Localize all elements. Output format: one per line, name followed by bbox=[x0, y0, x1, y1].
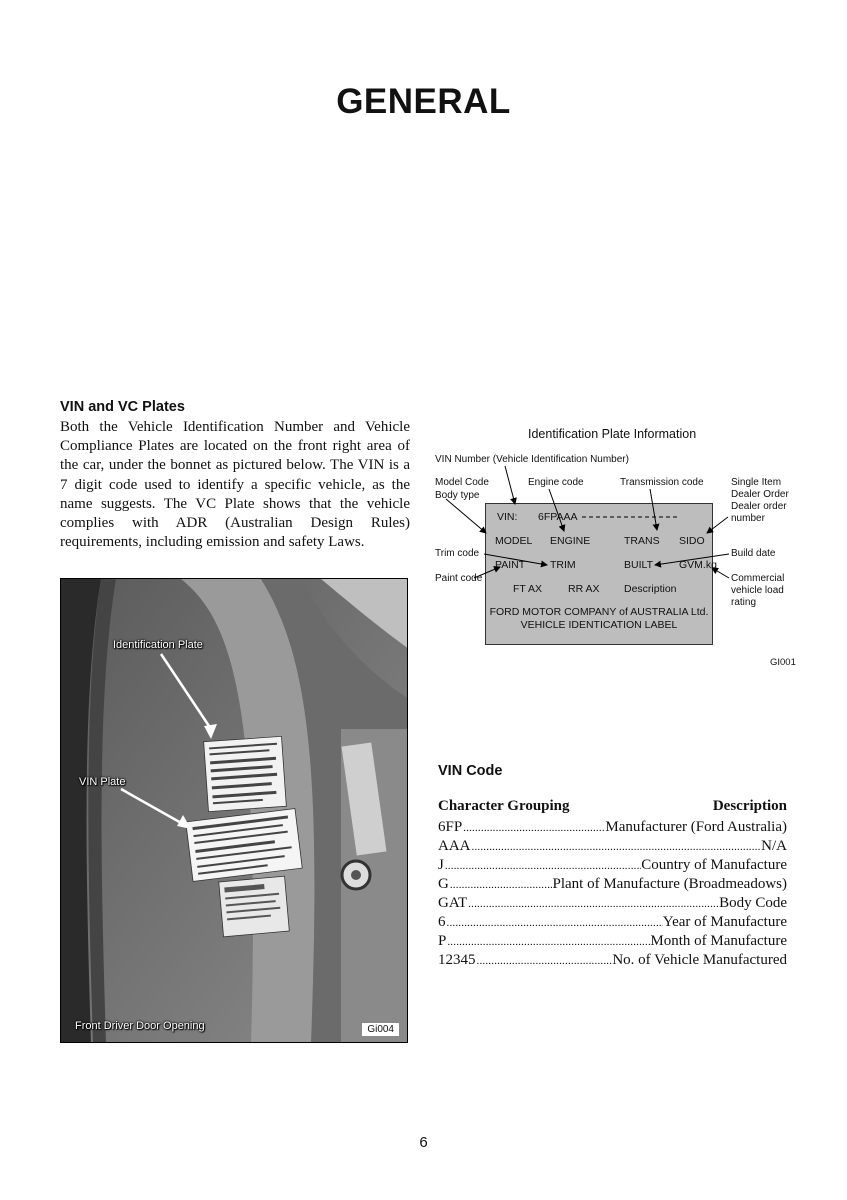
intro-paragraph: Both the Vehicle Identification Number and Vehicle Compliance Plates are located on the front right area of the car, under the bonnet as pictured below. The VIN is a 7 digit code used to identify a specific vehicle, as the name suggests. The VC Plate shows that the vehicle complies with ADR (Australian Design Rules) requirements, including emission and safety Laws. bbox=[60, 419, 410, 551]
col-character-grouping: Character Grouping bbox=[438, 798, 570, 814]
plate-vin: VIN: bbox=[497, 511, 518, 523]
table-row bbox=[438, 951, 787, 970]
model-code-label: Model Code bbox=[435, 477, 489, 488]
plate-ft-ax: FT AX bbox=[513, 583, 542, 595]
plate-rr-ax: RR AX bbox=[568, 583, 600, 595]
vin-code-table bbox=[438, 798, 787, 970]
photo-code: Gi004 bbox=[362, 1023, 399, 1036]
row-desc: Manufacturer (Ford Australia) bbox=[605, 819, 787, 835]
plate-footer-line-1: FORD MOTOR COMPANY of AUSTRALIA Ltd. bbox=[489, 606, 709, 618]
trim-code-label: Trim code bbox=[435, 548, 480, 559]
plate-description: Description bbox=[624, 583, 677, 595]
vin-plate-label: VIN Plate bbox=[79, 776, 126, 788]
row-code: 6 bbox=[438, 914, 446, 930]
commercial-label-2: vehicle load bbox=[731, 585, 784, 596]
row-desc: Country of Manufacture bbox=[641, 857, 787, 873]
page-title: GENERAL bbox=[336, 82, 511, 121]
table-row bbox=[438, 894, 787, 913]
leader-dots bbox=[444, 856, 641, 875]
table-row bbox=[438, 818, 787, 837]
leader-dots bbox=[462, 818, 605, 837]
leader-dots bbox=[446, 932, 650, 951]
engine-code-label: Engine code bbox=[528, 477, 584, 488]
dealer-order-label: Dealer Order bbox=[731, 489, 789, 500]
single-item-label: Single Item bbox=[731, 477, 782, 488]
plate-sido: SIDO bbox=[679, 535, 705, 547]
table-row bbox=[438, 875, 787, 894]
section-heading-vin-vc-plates: VIN and VC Plates bbox=[60, 399, 185, 415]
page-number: 6 bbox=[419, 1134, 428, 1151]
paint-code-label: Paint code bbox=[435, 573, 483, 584]
row-code: P bbox=[438, 933, 447, 949]
photo-caption: Front Driver Door Opening bbox=[75, 1020, 205, 1032]
diagram-code: GI001 bbox=[770, 657, 796, 668]
row-code: 12345 bbox=[438, 952, 476, 968]
row-desc: Body Code bbox=[719, 895, 787, 911]
leader-dots bbox=[476, 951, 613, 970]
dealer-order-number-label-1: Dealer order bbox=[731, 501, 787, 512]
leader-dots bbox=[446, 913, 663, 932]
row-desc: Year of Manufacture bbox=[662, 914, 787, 930]
col-description: Description bbox=[712, 798, 787, 814]
plate-paint: PAINT bbox=[495, 559, 526, 571]
diagram-title: Identification Plate Information bbox=[528, 427, 697, 441]
plate-engine: ENGINE bbox=[550, 535, 591, 547]
dealer-order-number-label-2: number bbox=[731, 513, 765, 524]
plate-built: BUILT bbox=[624, 559, 653, 571]
row-code: 6FP bbox=[438, 819, 463, 835]
commercial-label-1: Commercial bbox=[731, 573, 785, 584]
commercial-label-3: rating bbox=[731, 597, 757, 608]
plate-footer-line-2: VEHICLE IDENTICATION LABEL bbox=[520, 619, 678, 631]
identification-plate-label: Identification Plate bbox=[113, 639, 203, 651]
row-desc: Plant of Manufacture (Broadmeadows) bbox=[552, 876, 787, 892]
table-row bbox=[438, 913, 787, 932]
leader-dots bbox=[467, 894, 719, 913]
leader-dots bbox=[449, 875, 553, 894]
section-heading-vin-code: VIN Code bbox=[438, 763, 503, 779]
transmission-code-label: Transmission code bbox=[620, 477, 704, 488]
plate-gvm: GVM.kg bbox=[679, 559, 717, 571]
row-desc: N/A bbox=[761, 838, 787, 854]
table-row bbox=[438, 837, 787, 856]
leader-dots bbox=[471, 837, 762, 856]
row-code: J bbox=[438, 857, 444, 873]
plate-trim: TRIM bbox=[550, 559, 576, 571]
row-desc: Month of Manufacture bbox=[650, 933, 787, 949]
vin-number-label: VIN Number (Vehicle Identification Number) bbox=[435, 454, 629, 465]
body-type-label: Body type bbox=[435, 490, 480, 501]
build-date-label: Build date bbox=[731, 548, 776, 559]
door-opening-photo bbox=[60, 578, 408, 1043]
row-code: GAT bbox=[438, 895, 468, 911]
plate-vin-value: 6FPAAA bbox=[538, 511, 578, 523]
plate-model: MODEL bbox=[495, 535, 533, 547]
row-desc: No. of Vehicle Manufactured bbox=[612, 952, 787, 968]
plate-trans: TRANS bbox=[624, 535, 660, 547]
row-code: AAA bbox=[438, 838, 471, 854]
table-row bbox=[438, 856, 787, 875]
table-row bbox=[438, 932, 787, 951]
vin-table-header bbox=[438, 798, 787, 818]
row-code: G bbox=[438, 876, 449, 892]
diagram-arrows bbox=[430, 420, 830, 690]
